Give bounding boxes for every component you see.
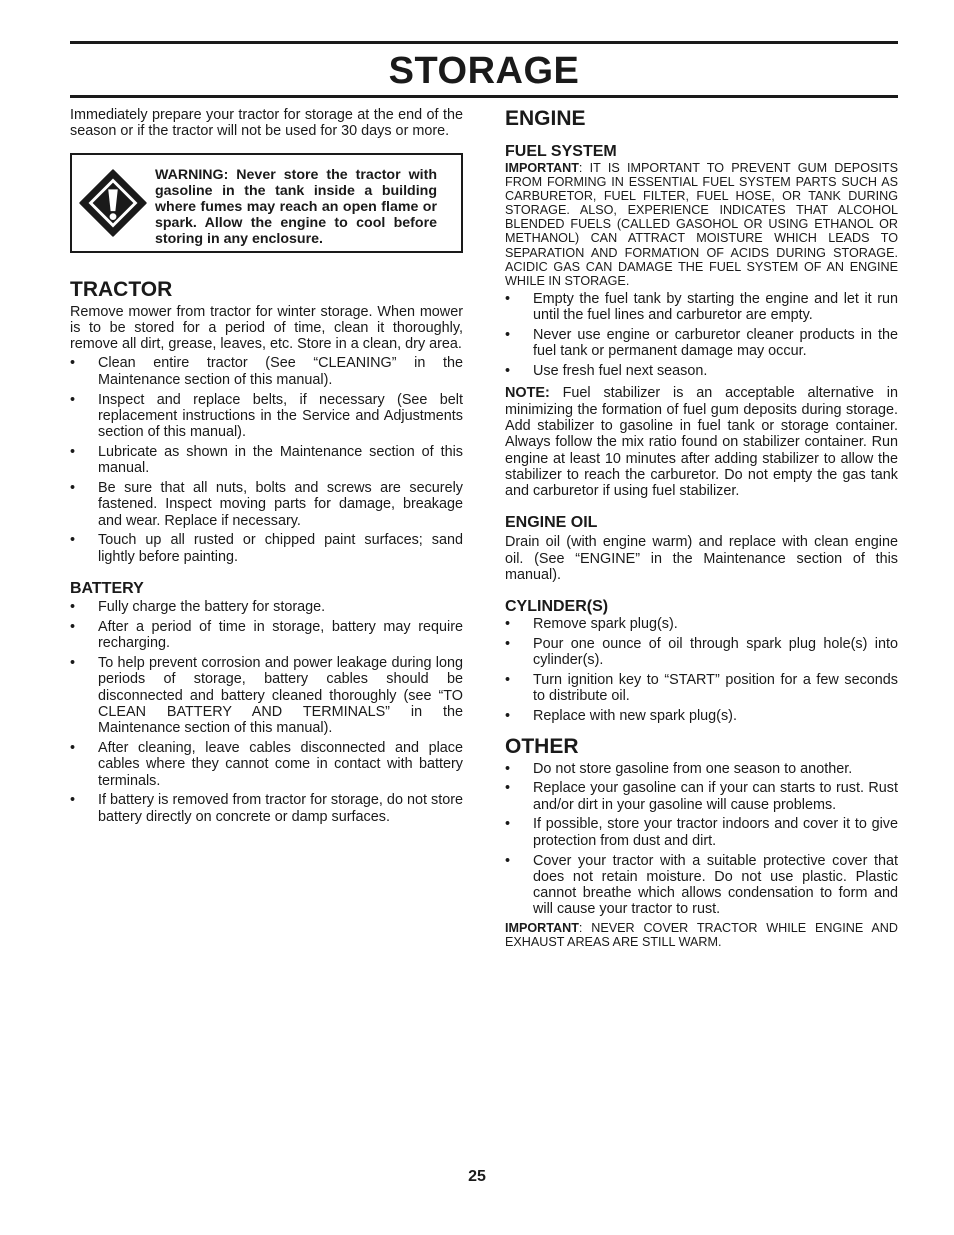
list-item: • Never use engine or carburetor cleaner products in the fuel tank or permanent damage may occur. [505, 326, 898, 360]
list-item: • Use fresh fuel next season. [505, 363, 708, 380]
tractor-list [70, 355, 463, 565]
title-rule [70, 95, 898, 98]
warning-exclamation-icon [79, 169, 147, 237]
list-item: • If possible, store your tractor indoors and cover it to give protection from dust and dirt. [505, 816, 898, 849]
fuel-stabilizer-note: NOTE: Fuel stabilizer is an acceptable alternative in minimizing the formation of fuel gum deposits during storage. Add stabilizer to gasoline in fuel tank or storage container. Always follow the mix ratio found on stabilizer container. Run engine at least 10 minutes after adding stabilizer to allow the stabilizer to reach the carburetor. Do not empty the gas tank and carburetor if using fuel stabilizer. [505, 385, 898, 500]
cylinders-heading: CYLINDER(S) [505, 598, 609, 616]
engine-oil-paragraph: Drain oil (with engine warm) and replace with clean engine oil. (See “ENGINE” in the Maintenance section of this manual). [505, 534, 898, 583]
list-item: • After cleaning, leave cables disconnected and place cables where they cannot come in contact with battery terminals. [70, 739, 463, 789]
list-item: • To help prevent corrosion and power leakage during long periods of storage, battery cables should be disconnected and battery cleaned thoroughly (see “TO CLEAN BATTERY AND TERMINALS” in the Maintenance section of this manual). [70, 654, 463, 737]
engine-oil-heading: ENGINE OIL [505, 514, 598, 532]
list-item: • Inspect and replace belts, if necessary (See belt replacement instructions in the Service and Adjustments section of this manual). [70, 391, 463, 441]
warning-box [70, 153, 463, 253]
fuel-system-important: IMPORTANT: IT IS IMPORTANT TO PREVENT GUM DEPOSITS FROM FORMING IN ESSENTIAL FUEL SYSTEM PARTS SUCH AS CARBURETOR, FUEL FILTER, FUEL HOSE, OR TANK DURING STORAGE. ALSO, EXPERIENCE INDICATES THAT ALCOHOL BLENDED FUELS (CALLED GASOHOL OR USING ETHANOL OR METHANOL) CAN ATTRACT MOISTURE WHICH LEADS TO SEPARATION AND FORMATION OF ACIDS DURING STORAGE. ACIDIC GAS CAN DAMAGE THE FUEL SYSTEM OF AN ENGINE WHILE IN STORAGE. [505, 161, 898, 288]
top-rule [70, 41, 898, 44]
tractor-heading: TRACTOR [70, 277, 173, 301]
list-item: • Pour one ounce of oil through spark plug hole(s) into cylinder(s). [505, 636, 898, 669]
other-heading: OTHER [505, 734, 579, 758]
warning-text: WARNING: Never store the tractor with gasoline in the tank inside a building where fumes may reach an open flame or spark. Allow the engine to cool before storing in any enclosure. [155, 166, 437, 247]
battery-list [70, 599, 463, 825]
fuel-system-heading: FUEL SYSTEM [505, 143, 617, 160]
list-item: • Lubricate as shown in the Maintenance section of this manual. [70, 443, 463, 477]
list-item: • Clean entire tractor (See “CLEANING” in the Maintenance section of this manual). [70, 355, 463, 388]
battery-heading: BATTERY [70, 580, 144, 598]
list-item: • Turn ignition key to “START” position for a few seconds to distribute oil. [505, 672, 898, 705]
list-item: • After a period of time in storage, battery may require recharging. [70, 618, 463, 652]
list-item: • Be sure that all nuts, bolts and screws are securely fastened. Inspect moving parts for damage, breakage and wear. Replace if necessary. [70, 480, 463, 529]
list-item: • Touch up all rusted or chipped paint surfaces; sand lightly before painting. [70, 532, 463, 565]
list-item: • Remove spark plug(s). [505, 616, 678, 633]
tractor-paragraph: Remove mower from tractor for winter storage. When mower is to be stored for a period of time, clean it thoroughly, remove all dirt, grease, leaves, etc. Store in a clean, dry area. [70, 303, 463, 353]
list-item: • Empty the fuel tank by starting the engine and let it run until the fuel lines and carburetor are empty. [505, 290, 898, 324]
intro-paragraph: Immediately prepare your tractor for storage at the end of the season or if the tractor will not be used for 30 days or more. [70, 107, 463, 140]
right-column [505, 107, 898, 949]
fuel-system-list [505, 291, 898, 379]
list-item: • Cover your tractor with a suitable protective cover that does not retain moisture. Do not use plastic. Plastic cannot breathe which allows condensation to form and will cause your tractor to rust. [505, 852, 898, 918]
page-title: STORAGE [388, 50, 580, 92]
engine-heading: ENGINE [505, 107, 586, 130]
other-list [505, 761, 898, 918]
other-important: IMPORTANT: NEVER COVER TRACTOR WHILE ENGINE AND EXHAUST AREAS ARE STILL WARM. [505, 921, 898, 950]
list-item: • If battery is removed from tractor for storage, do not store battery directly on concrete or damp surfaces. [70, 792, 463, 825]
list-item: • Replace your gasoline can if your can starts to rust. Rust and/or dirt in your gasoline will cause problems. [505, 780, 898, 813]
list-item: • Replace with new spark plug(s). [505, 708, 737, 725]
cylinders-list [505, 616, 898, 724]
list-item: • Do not store gasoline from one season to another. [505, 760, 853, 777]
left-column [70, 107, 463, 828]
page-number: 25 [468, 1168, 486, 1185]
list-item: • Fully charge the battery for storage. [70, 599, 326, 616]
